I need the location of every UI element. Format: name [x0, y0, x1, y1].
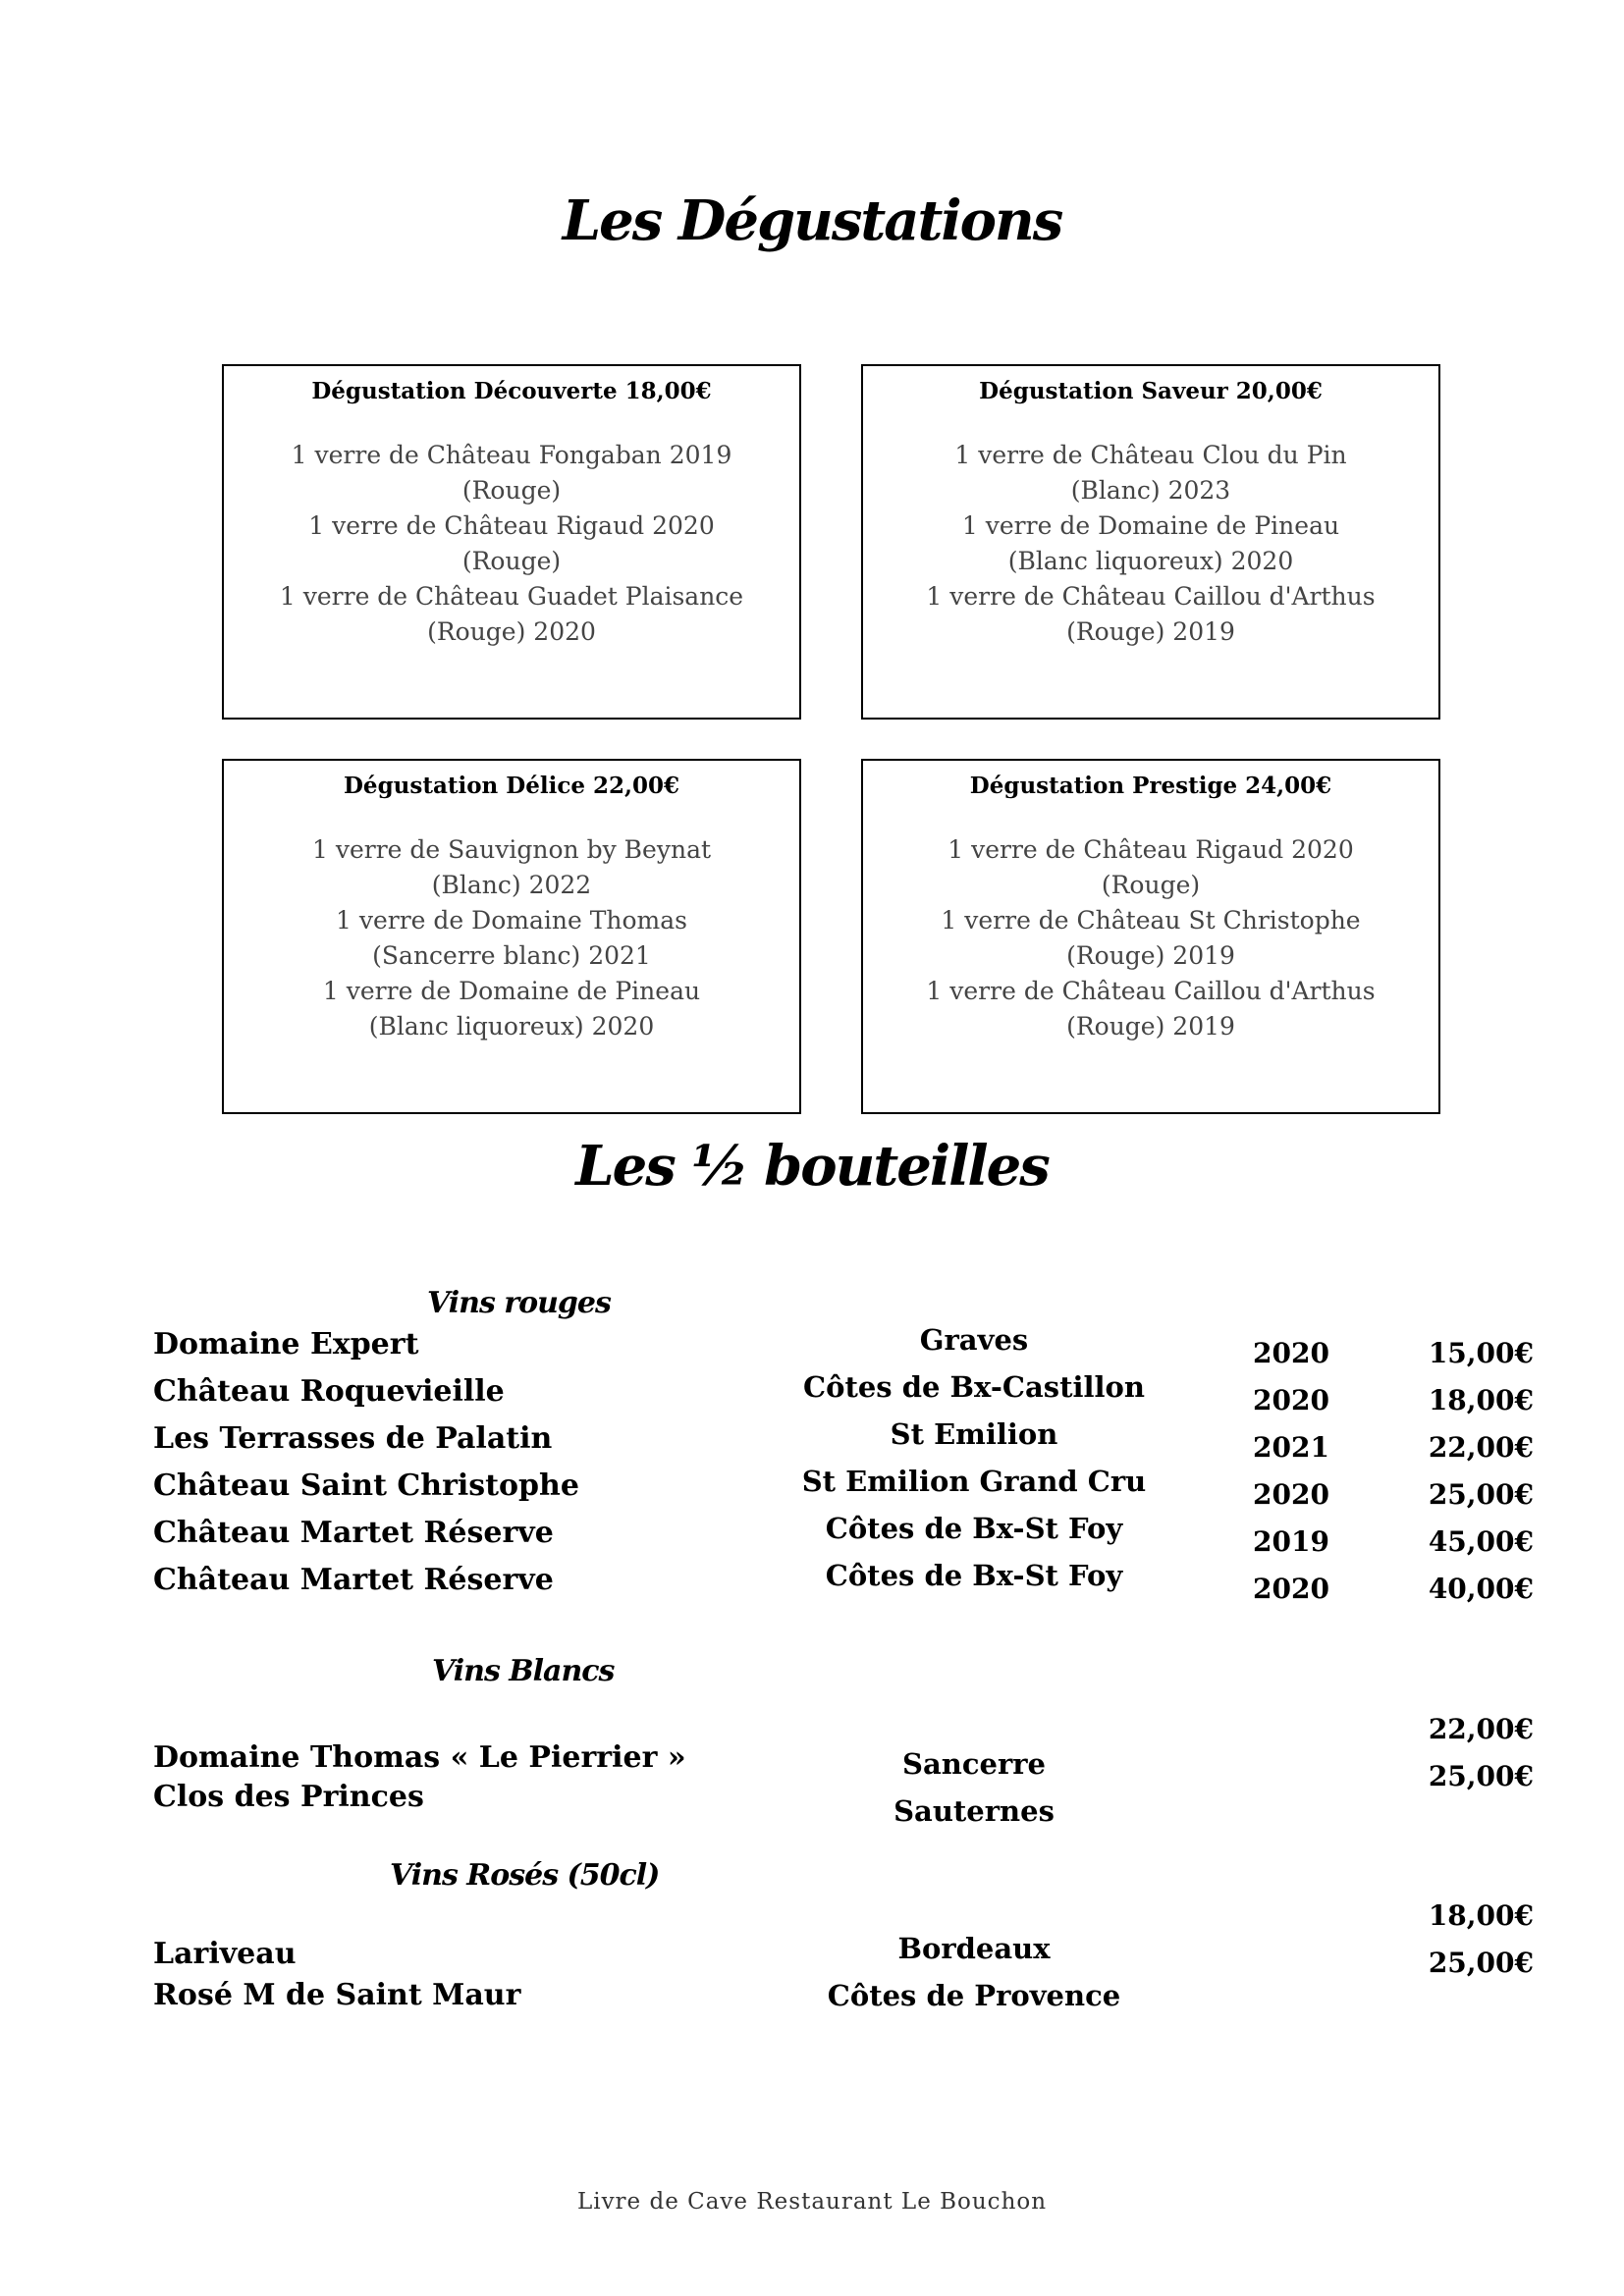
tasting-title: Dégustation Saveur 20,00€ [979, 378, 1323, 404]
tasting-lines [863, 438, 1438, 650]
tasting-line: (Rouge) 2019 [1066, 1012, 1235, 1041]
wine-price: 45,00€ [1428, 1525, 1534, 1558]
tasting-line: (Rouge) [461, 547, 562, 575]
wine-price: 25,00€ [1428, 1947, 1534, 1979]
title-degustations: Les Dégustations [562, 188, 1062, 253]
wine-name: Domaine Thomas « Le Pierrier » [153, 1740, 686, 1775]
tasting-line: 1 verre de Sauvignon by Beynat [311, 835, 712, 864]
tasting-line: 1 verre de Château Caillou d'Arthus [926, 977, 1376, 1005]
wine-year: 2021 [1253, 1431, 1329, 1464]
tasting-line: 1 verre de Château Clou du Pin [954, 441, 1347, 469]
section-label-blancs: Vins Blancs [432, 1654, 615, 1688]
title-demi-bouteilles: Les ½ bouteilles [575, 1134, 1049, 1199]
tasting-line: 1 verre de Château Fongaban 2019 [291, 441, 732, 469]
wine-price: 25,00€ [1428, 1478, 1534, 1511]
wine-name: Domaine Expert [153, 1327, 419, 1362]
tasting-line: (Sancerre blanc) 2021 [372, 941, 651, 970]
wine-name: Rosé M de Saint Maur [153, 1978, 521, 2012]
wine-appellation: Côtes de Bx-St Foy [825, 1512, 1123, 1545]
wine-appellation: Bordeaux [897, 1932, 1051, 1965]
section-label-roses: Vins Rosés (50cl) [390, 1858, 660, 1893]
wine-year: 2020 [1253, 1384, 1329, 1416]
wine-name: Château Roquevieille [153, 1374, 505, 1409]
tasting-title: Dégustation Prestige 24,00€ [969, 773, 1332, 799]
wine-price: 22,00€ [1428, 1431, 1534, 1464]
wine-name: Château Martet Réserve [153, 1563, 554, 1597]
wine-appellation: Côtes de Provence [827, 1979, 1121, 2012]
wine-name: Château Martet Réserve [153, 1516, 554, 1550]
tasting-lines [224, 438, 799, 650]
tasting-box-prestige [861, 759, 1440, 1114]
tasting-box-saveur [861, 364, 1440, 720]
tasting-box-delice [222, 759, 801, 1114]
wine-price: 40,00€ [1428, 1573, 1534, 1605]
wine-appellation: Graves [919, 1323, 1029, 1357]
wine-appellation: Côtes de Bx-St Foy [825, 1559, 1123, 1592]
wine-price: 25,00€ [1428, 1760, 1534, 1792]
wine-price: 18,00€ [1428, 1899, 1534, 1932]
tasting-box-decouverte [222, 364, 801, 720]
tasting-line: (Blanc) 2022 [431, 871, 592, 899]
wine-appellation: Sancerre [902, 1747, 1046, 1781]
tasting-line: (Rouge) [1101, 871, 1201, 899]
wine-price: 18,00€ [1428, 1384, 1534, 1416]
wine-name: Les Terrasses de Palatin [153, 1421, 553, 1456]
tasting-line: (Rouge) [461, 476, 562, 505]
tasting-line: 1 verre de Château Rigaud 2020 [308, 511, 715, 540]
tasting-line: 1 verre de Domaine Thomas [336, 906, 687, 934]
footer: Livre de Cave Restaurant Le Bouchon [576, 2189, 1048, 2215]
wine-price: 15,00€ [1428, 1337, 1534, 1369]
tasting-line: (Blanc liquoreux) 2020 [368, 1012, 655, 1041]
wine-year: 2019 [1253, 1525, 1329, 1558]
wine-appellation: Sauternes [893, 1794, 1055, 1828]
tasting-line: (Rouge) 2019 [1066, 941, 1235, 970]
tasting-title: Dégustation Découverte 18,00€ [311, 378, 712, 404]
tasting-line: (Blanc liquoreux) 2020 [1007, 547, 1294, 575]
tasting-line: 1 verre de Domaine de Pineau [322, 977, 701, 1005]
tasting-line: 1 verre de Château Guadet Plaisance [279, 582, 744, 611]
wine-name: Clos des Princes [153, 1780, 424, 1814]
tasting-line: 1 verre de Château Rigaud 2020 [947, 835, 1354, 864]
tasting-line: (Rouge) 2019 [1066, 617, 1235, 646]
wine-appellation: St Emilion [890, 1417, 1058, 1451]
wine-year: 2020 [1253, 1573, 1329, 1605]
wine-name: Château Saint Christophe [153, 1468, 579, 1503]
tasting-line: (Rouge) 2020 [427, 617, 596, 646]
wine-year: 2020 [1253, 1337, 1329, 1369]
tasting-title: Dégustation Délice 22,00€ [343, 773, 679, 799]
tasting-lines [863, 832, 1438, 1044]
wine-appellation: St Emilion Grand Cru [801, 1465, 1147, 1498]
wine-appellation: Côtes de Bx-Castillon [803, 1370, 1145, 1404]
tasting-line: 1 verre de Château Caillou d'Arthus [926, 582, 1376, 611]
wine-year: 2020 [1253, 1478, 1329, 1511]
wine-price: 22,00€ [1428, 1713, 1534, 1745]
tasting-line: (Blanc) 2023 [1070, 476, 1231, 505]
tasting-line: 1 verre de Domaine de Pineau [961, 511, 1340, 540]
tasting-lines [224, 832, 799, 1044]
section-label-rouges: Vins rouges [427, 1286, 611, 1320]
tasting-line: 1 verre de Château St Christophe [941, 906, 1361, 934]
wine-name: Lariveau [153, 1937, 297, 1971]
